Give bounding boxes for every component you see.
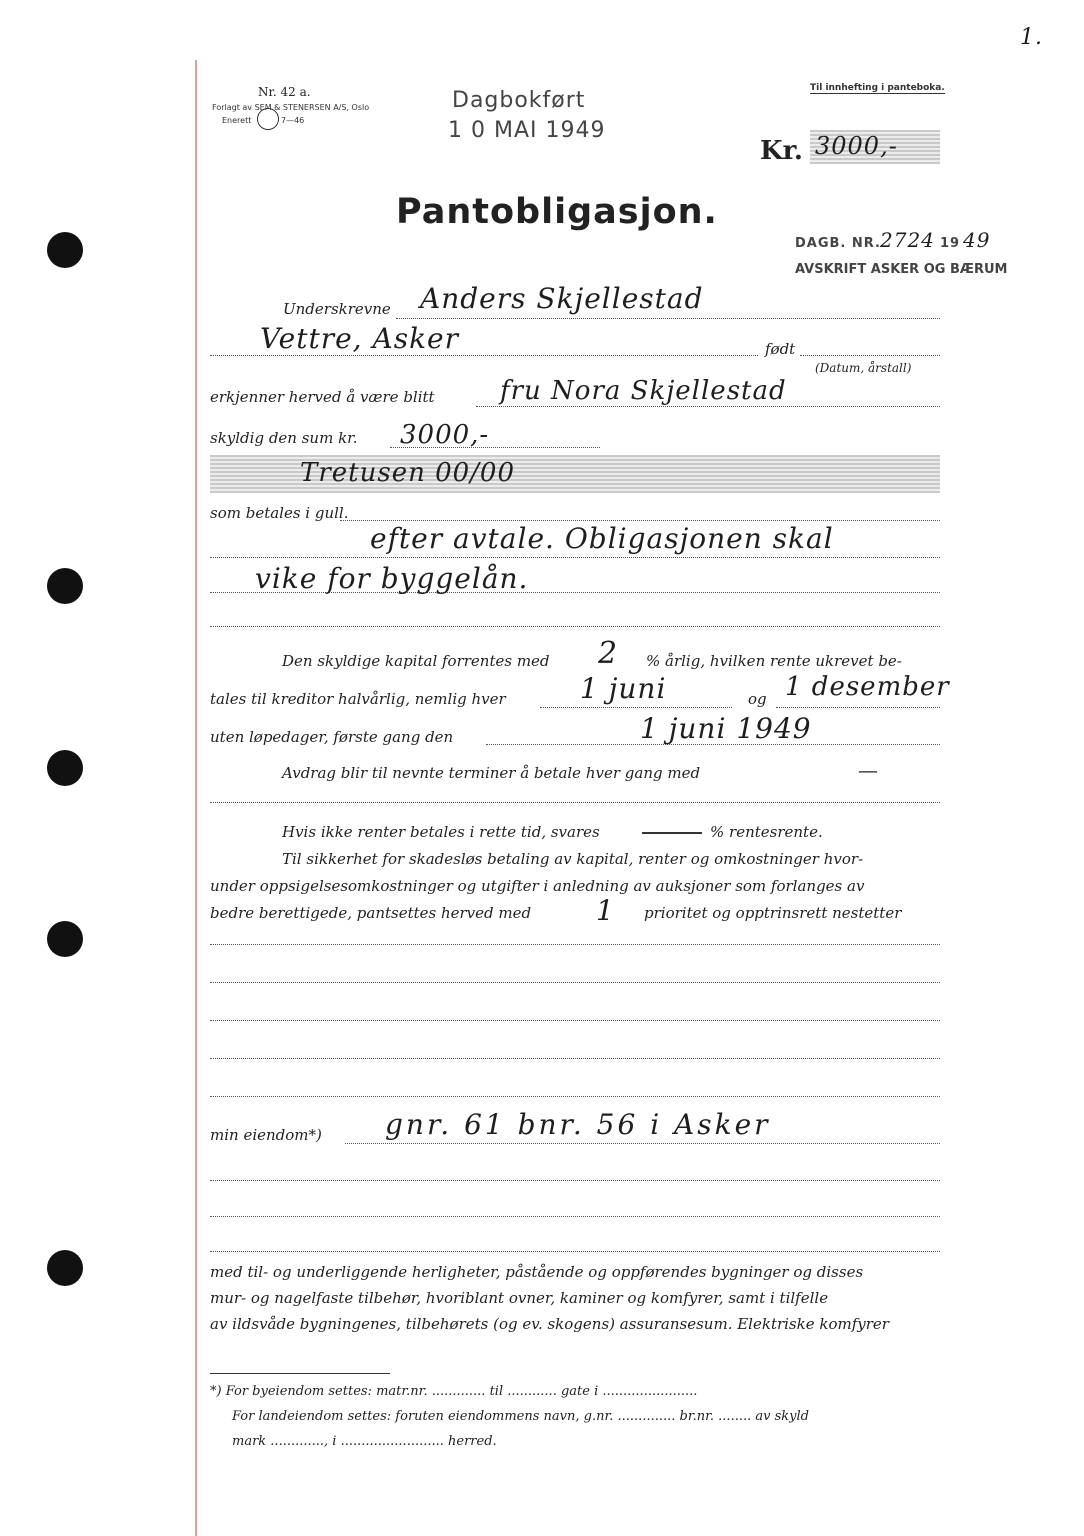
margin-rule xyxy=(195,60,197,1536)
rentesrente-text: % rentesrente. xyxy=(710,823,823,841)
security-text-1: Til sikkerhet for skadesløs betaling av kapital, renter og omkostninger hvor- xyxy=(282,850,864,868)
address-value: Vettre, Asker xyxy=(260,322,459,355)
betales-label: som betales i gull. xyxy=(210,504,349,522)
enerett-label: Enerett xyxy=(222,116,252,125)
skyldig-label: skyldig den sum kr. xyxy=(210,429,358,447)
security-text-2: under oppsigelsesomkostninger og utgifter i anledning av auksjoner som forlanges av xyxy=(210,877,865,895)
stamp-date: 1 0 MAI 1949 xyxy=(448,118,606,143)
kr-label: Kr. xyxy=(760,136,803,166)
closing-text-2: mur- og nagelfaste tilbehør, hvoriblant ovner, kaminer og komfyrer, samt i tilfelle xyxy=(210,1289,829,1307)
renter-dash xyxy=(642,832,702,834)
footnote-2: For landeiendom settes: foruten eiendommens navn, g.nr. .............. br.nr. ........ av skyld xyxy=(232,1409,809,1424)
date1-line xyxy=(540,707,732,708)
interest-text-2: % årlig, hvilken rente ukrevet be- xyxy=(646,652,902,670)
edition-label: 7—46 xyxy=(281,116,305,125)
security-line-1 xyxy=(210,944,940,945)
first-payment-date: 1 juni 1949 xyxy=(640,712,812,745)
property-label: min eiendom*) xyxy=(210,1126,322,1144)
betales-line xyxy=(340,520,940,521)
avdrag-value: — xyxy=(858,758,879,782)
fodt-line xyxy=(800,355,940,356)
undersk-line xyxy=(396,318,940,319)
footnote-1: *) For byeiendom settes: matr.nr. ............. til ............ gate i ....................... xyxy=(210,1384,698,1399)
security-line-5 xyxy=(210,1096,940,1097)
property-line-3 xyxy=(210,1216,940,1217)
renter-text: Hvis ikke renter betales i rette tid, svares xyxy=(282,823,600,841)
erkjenner-line xyxy=(476,406,940,407)
undersk-value: Anders Skjellestad xyxy=(420,282,704,315)
footnote-divider xyxy=(210,1373,390,1374)
security-line-4 xyxy=(210,1058,940,1059)
publisher-logo-icon xyxy=(257,108,279,130)
property-line-4 xyxy=(210,1251,940,1252)
erkjenner-label: erkjenner herved å være blitt xyxy=(210,388,435,406)
security-text-3: bedre berettigede, pantsettes herved med xyxy=(210,904,532,922)
page-number: 1. xyxy=(1020,25,1043,50)
og-label: og xyxy=(748,690,767,708)
erkjenner-value: fru Nora Skjellestad xyxy=(500,376,787,406)
property-value: gnr. 61 bnr. 56 i Asker xyxy=(385,1108,771,1141)
closing-text-3: av ildsvåde bygningenes, tilbehørets (og ev. skogens) assuransesum. Elektriske komfyrer xyxy=(210,1315,889,1333)
avdrag-text: Avdrag blir til nevnte terminer å betale hver gang med xyxy=(282,764,701,782)
agreement-line-3 xyxy=(210,626,940,627)
amount-words: Tretusen 00/00 xyxy=(300,458,516,488)
footnote-3: mark ............., i ......................... herred. xyxy=(232,1434,497,1449)
interest-text-4: uten løpedager, første gang den xyxy=(210,728,454,746)
closing-text-1: med til- og underliggende herligheter, påstående og oppførendes bygninger og disses xyxy=(210,1263,864,1281)
innhefting-note: Til innhefting i panteboka. xyxy=(810,83,945,93)
interest-text-1: Den skyldige kapital forrentes med xyxy=(282,652,550,670)
year-prefix: 19 xyxy=(940,236,961,251)
avdrag-line xyxy=(210,802,940,803)
year-suffix: 49 xyxy=(963,228,991,252)
kr-amount: 3000,- xyxy=(815,132,898,160)
binder-hole xyxy=(47,750,83,786)
security-line-3 xyxy=(210,1020,940,1021)
date2-line xyxy=(776,707,940,708)
payment-date-1: 1 juni xyxy=(580,672,667,705)
avskrift-stamp: AVSKRIFT ASKER OG BÆRUM xyxy=(795,262,1008,277)
priority-value: 1 xyxy=(596,894,615,927)
address-line xyxy=(210,355,758,356)
undersk-label: Underskrevne xyxy=(283,300,391,318)
agreement-line-1 xyxy=(210,557,940,558)
document-title: Pantobligasjon. xyxy=(396,192,718,232)
interest-rate: 2 xyxy=(598,636,619,671)
dagb-nr-value: 2724 xyxy=(880,228,935,252)
security-line-2 xyxy=(210,982,940,983)
binder-hole xyxy=(47,232,83,268)
form-number: Nr. 42 a. xyxy=(258,85,311,99)
payment-date-2: 1 desember xyxy=(785,672,950,702)
datum-label: (Datum, årstall) xyxy=(815,361,912,375)
dagbokfort-stamp: Dagbokført xyxy=(452,88,586,113)
skyldig-value: 3000,- xyxy=(400,420,490,450)
dagb-nr-label: DAGB. NR. xyxy=(795,236,881,251)
fodt-label: født xyxy=(765,340,796,358)
property-line-2 xyxy=(210,1180,940,1181)
binder-hole xyxy=(47,568,83,604)
security-text-4: prioritet og opptrinsrett nestetter xyxy=(644,904,902,922)
agreement-text-2: vike for byggelån. xyxy=(255,562,529,595)
property-line xyxy=(345,1143,940,1144)
binder-hole xyxy=(47,1250,83,1286)
publisher-line: Forlagt av SEM & STENERSEN A/S, Oslo xyxy=(212,103,370,112)
agreement-text-1: efter avtale. Obligasjonen skal xyxy=(370,522,834,555)
interest-text-3: tales til kreditor halvårlig, nemlig hver xyxy=(210,690,506,708)
binder-hole xyxy=(47,921,83,957)
